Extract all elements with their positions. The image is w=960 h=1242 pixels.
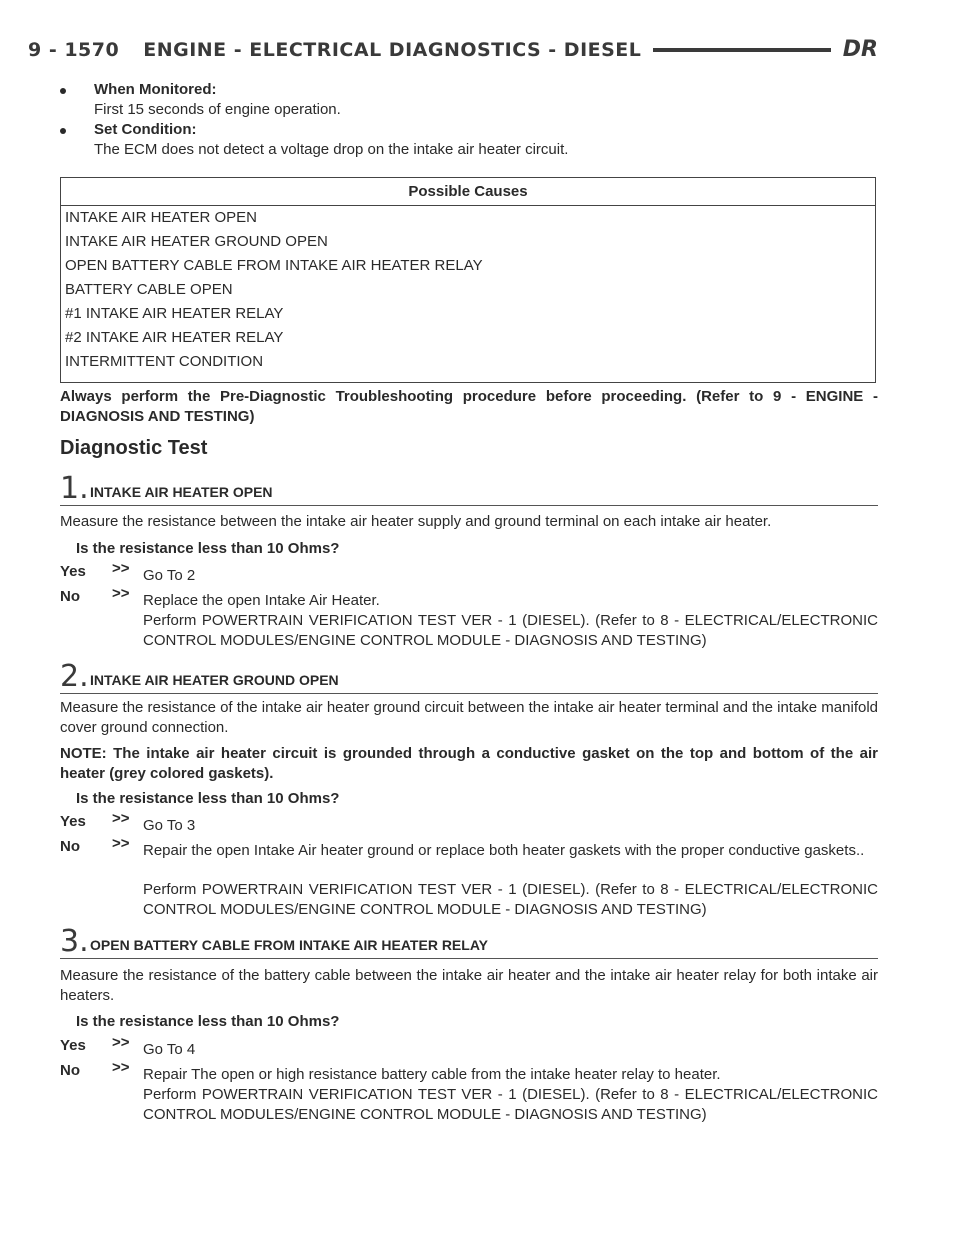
- step-title: INTAKE AIR HEATER GROUND OPEN: [90, 672, 339, 688]
- model-code: DR: [842, 37, 878, 62]
- no-label: No: [60, 588, 80, 605]
- chapter-title: ENGINE - ELECTRICAL DIAGNOSTICS - DIESEL: [143, 39, 642, 61]
- step-question: Is the resistance less than 10 Ohms?: [76, 1013, 340, 1030]
- no-label: No: [60, 1062, 80, 1079]
- condition-when-monitored: [64, 80, 884, 120]
- cause-item: INTAKE AIR HEATER OPEN: [65, 209, 257, 226]
- step-number: 2.: [60, 659, 89, 694]
- header-rule: [653, 48, 830, 52]
- arrow-icon: >>: [112, 560, 130, 577]
- condition-label: When Monitored:: [94, 81, 217, 98]
- arrow-icon: >>: [112, 1059, 130, 1076]
- condition-label: Set Condition:: [94, 121, 197, 138]
- verification-text: Perform POWERTRAIN VERIFICATION TEST VER - 1 (DIESEL). (Refer to 8 - ELECTRICAL/ELECTRONIC CONTROL MODULES/ENGINE CONTROL MODULE - DIAGNOSIS AND TESTING): [143, 1086, 878, 1123]
- no-text: Repair the open Intake Air heater ground or replace both heater gaskets with the proper conductive gaskets..: [143, 842, 865, 859]
- pre-diagnostic-note: Always perform the Pre-Diagnostic Troubleshooting procedure before proceeding. (Refer to 9 - ENGINE - DIAGNOSIS AND TESTING): [60, 388, 878, 425]
- arrow-icon: >>: [112, 835, 130, 852]
- cause-item: INTAKE AIR HEATER GROUND OPEN: [65, 233, 328, 250]
- step-note: NOTE: The intake air heater circuit is grounded through a conductive gasket on the top and bottom of the air heater (grey colored gaskets).: [60, 745, 878, 782]
- condition-text: First 15 seconds of engine operation.: [94, 101, 341, 118]
- step-body: Measure the resistance between the intake air heater supply and ground terminal on each intake air heater.: [60, 513, 772, 530]
- step-body: Measure the resistance of the battery cable between the intake air heater and the intake air heater relay for both intake air heaters.: [60, 967, 878, 1004]
- yes-text: Go To 2: [143, 567, 196, 584]
- step-title: OPEN BATTERY CABLE FROM INTAKE AIR HEATER RELAY: [90, 937, 488, 953]
- page-number: 9 - 1570: [28, 39, 120, 61]
- bullet-icon: [60, 88, 66, 94]
- step-heading: [60, 471, 878, 506]
- yes-label: Yes: [60, 813, 86, 830]
- step-question: Is the resistance less than 10 Ohms?: [76, 540, 340, 557]
- possible-causes-heading: Possible Causes: [61, 178, 875, 206]
- cause-item: #1 INTAKE AIR HEATER RELAY: [65, 305, 284, 322]
- condition-text: The ECM does not detect a voltage drop on the intake air heater circuit.: [94, 141, 569, 158]
- cause-item: BATTERY CABLE OPEN: [65, 281, 233, 298]
- no-text: Repair The open or high resistance battery cable from the intake heater relay to heater.: [143, 1066, 721, 1083]
- condition-set-condition: [64, 120, 884, 160]
- no-text: Replace the open Intake Air Heater.: [143, 592, 380, 609]
- yes-text: Go To 3: [143, 817, 196, 834]
- possible-causes-table: [60, 177, 876, 383]
- no-label: No: [60, 838, 80, 855]
- cause-item: INTERMITTENT CONDITION: [65, 353, 264, 370]
- step-heading: [60, 924, 878, 959]
- yes-label: Yes: [60, 1037, 86, 1054]
- step-question: Is the resistance less than 10 Ohms?: [76, 790, 340, 807]
- bullet-icon: [60, 128, 66, 134]
- step-title: INTAKE AIR HEATER OPEN: [90, 484, 273, 500]
- yes-label: Yes: [60, 563, 86, 580]
- step-heading: [60, 659, 878, 694]
- section-title: Diagnostic Test: [60, 437, 208, 459]
- page-header: [28, 36, 878, 64]
- arrow-icon: >>: [112, 585, 130, 602]
- yes-text: Go To 4: [143, 1041, 196, 1058]
- arrow-icon: >>: [112, 1034, 130, 1051]
- step-number: 3.: [60, 924, 89, 959]
- cause-item: #2 INTAKE AIR HEATER RELAY: [65, 329, 284, 346]
- verification-text: Perform POWERTRAIN VERIFICATION TEST VER - 1 (DIESEL). (Refer to 8 - ELECTRICAL/ELECTRONIC CONTROL MODULES/ENGINE CONTROL MODULE - DIAGNOSIS AND TESTING): [143, 881, 878, 918]
- arrow-icon: >>: [112, 810, 130, 827]
- step-body: Measure the resistance of the intake air heater ground circuit between the intake air heater terminal and the intake manifold cover ground connection.: [60, 699, 878, 736]
- step-number: 1.: [60, 471, 89, 506]
- cause-item: OPEN BATTERY CABLE FROM INTAKE AIR HEATER RELAY: [65, 257, 483, 274]
- verification-text: Perform POWERTRAIN VERIFICATION TEST VER - 1 (DIESEL). (Refer to 8 - ELECTRICAL/ELECTRONIC CONTROL MODULES/ENGINE CONTROL MODULE - DIAGNOSIS AND TESTING): [143, 612, 878, 649]
